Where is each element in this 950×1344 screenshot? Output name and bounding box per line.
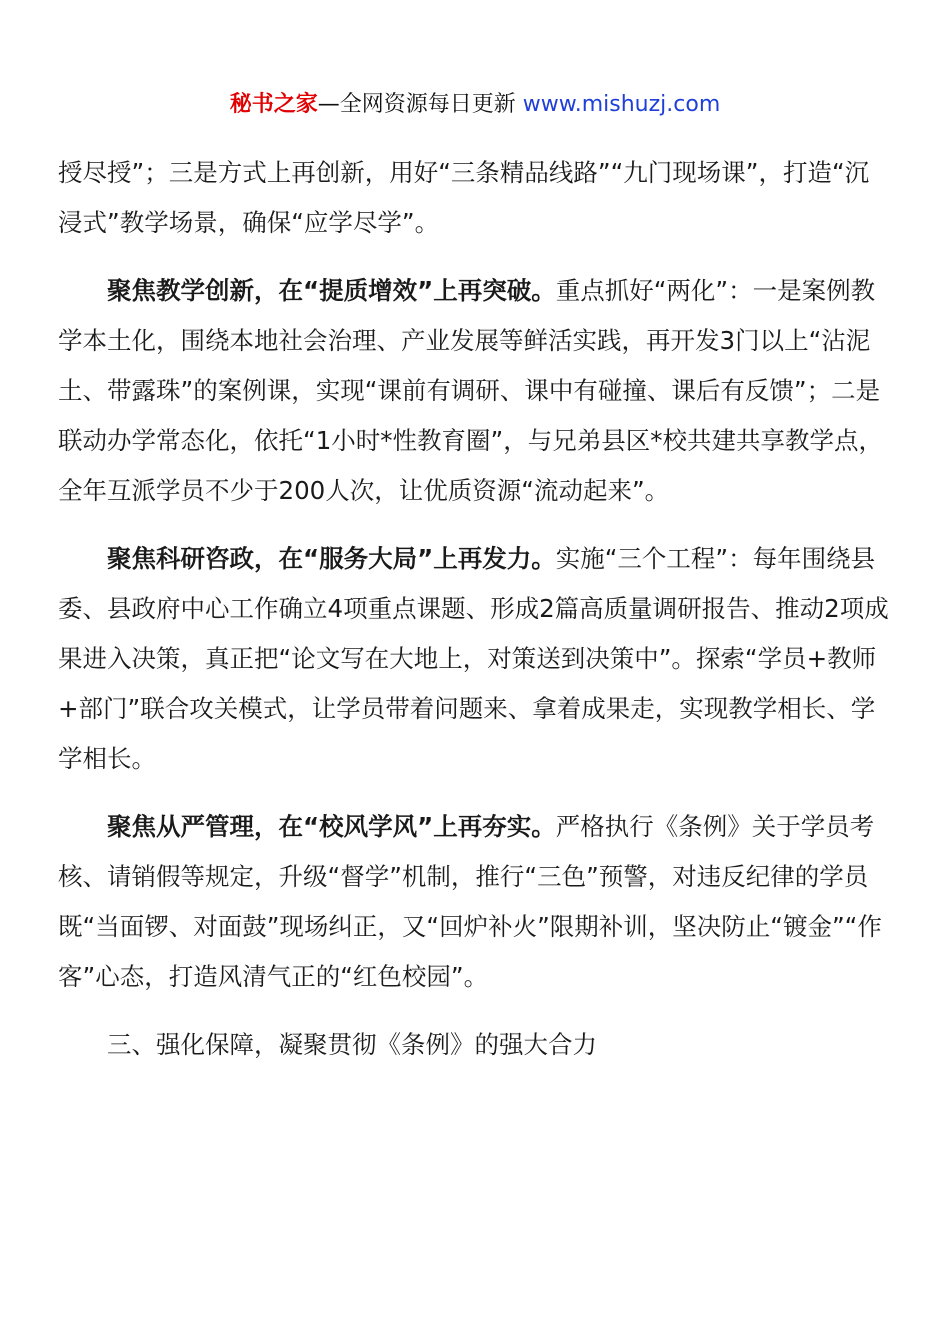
section-heading: 三、强化保障，凝聚贯彻《条例》的强大合力 <box>107 1030 597 1059</box>
paragraph-text: 授尽授”；三是方式上再创新，用好“三条精品线路”“九门现场课”，打造“沉浸式”教学场景，确保“应学尽学”。 <box>58 158 870 237</box>
paragraph-text: 严格执行《条例》关于学员考核、请销假等规定，升级“督学”机制，推行“三色”预警，对违反纪律的学员既“当面锣、对面鼓”现场纠正，又“回炉补火”限期补训，坚决防止“镀金”“作客”心态，打造风清气正的“红色校园”。 <box>58 812 882 991</box>
paragraph-lead: 聚焦科研咨政，在“服务大局”上再发力。 <box>107 544 556 573</box>
paragraph-strict-management <box>58 802 893 1002</box>
brand-name: 秘书之家 <box>229 92 318 117</box>
paragraph-research-consulting <box>58 534 893 784</box>
paragraph-lead: 聚焦从严管理，在“校风学风”上再夯实。 <box>107 812 556 841</box>
paragraph-text: 实施“三个工程”：每年围绕县委、县政府中心工作确立4项重点课题、形成2篇高质量调研报告、推动2项成果进入决策，真正把“论文写在大地上，对策送到决策中”。探索“学员+教师+部门”联合攻关模式，让学员带着问题来、拿着成果走，实现教学相长、学学相长。 <box>58 544 889 773</box>
paragraph-lead: 聚焦教学创新，在“提质增效”上再突破。 <box>107 276 556 305</box>
paragraph-continuation <box>58 148 893 248</box>
page-header <box>0 89 950 121</box>
document-body <box>58 148 893 1070</box>
paragraph-teaching-innovation <box>58 266 893 516</box>
header-tagline: —全网资源每日更新 <box>317 92 523 117</box>
site-url-link[interactable]: www.mishuzj.com <box>522 92 721 117</box>
paragraph-text: 重点抓好“两化”：一是案例教学本土化，围绕本地社会治理、产业发展等鲜活实践，再开发3门以上“沾泥土、带露珠”的案例课，实现“课前有调研、课中有碰撞、课后有反馈”；二是联动办学常态化，依托“1小时*性教育圈”，与兄弟县区*校共建共享教学点，全年互派学员不少于200人次，让优质资源“流动起来”。 <box>58 276 883 505</box>
